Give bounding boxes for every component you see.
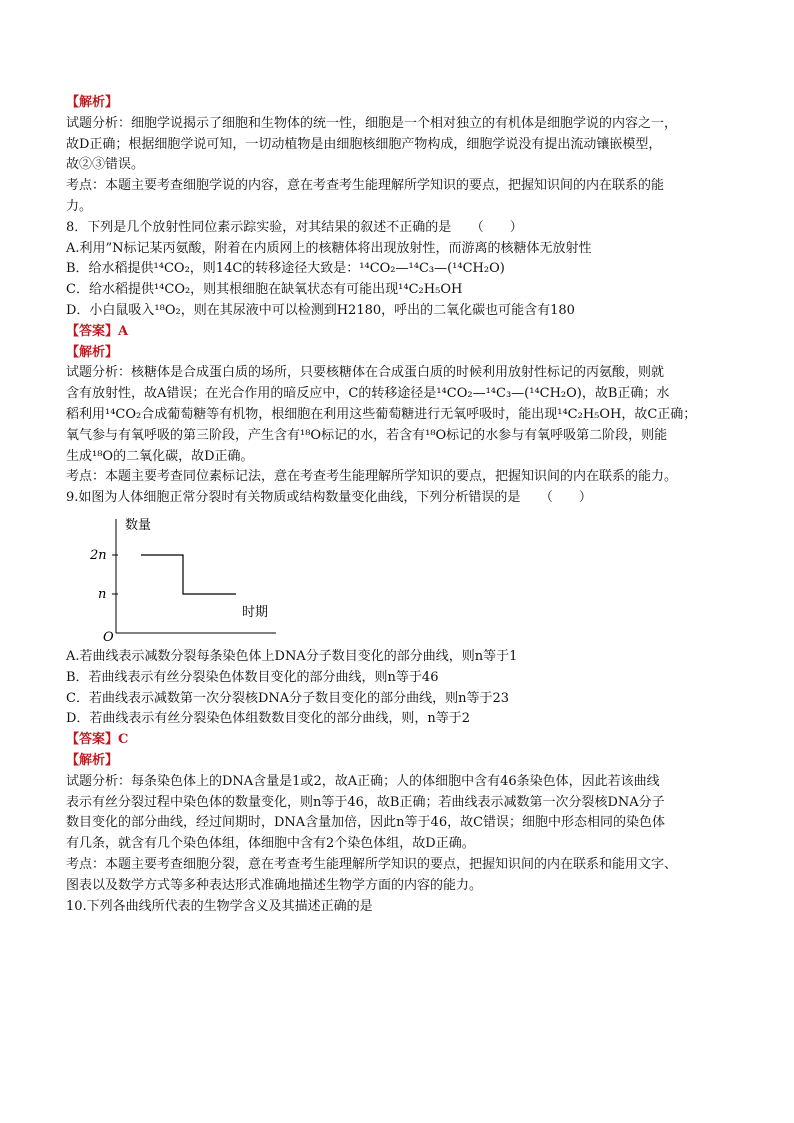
q8-option-d: D．小白鼠吸入¹⁸O₂，则在其尿液中可以检测到H2180，呼出的二氧化碳也可能含有180 xyxy=(66,302,575,318)
explanation-line: 生成¹⁸O的二氧化碳，故D正确。 xyxy=(66,448,254,464)
kaodian-line: 力。 xyxy=(66,198,93,214)
explanation-line: 试题分析：核糖体是合成蛋白质的场所，只要核糖体在合成蛋白质的时候利用放射性标记的丙氨酸，则就 xyxy=(66,365,665,381)
explanation-line: 氧气参与有氧呼吸的第三阶段，产生含有¹⁸O标记的水，若含有¹⁸O标记的水参与有氧呼吸第二阶段，则能 xyxy=(66,427,668,443)
origin-label: O xyxy=(103,629,114,645)
q8-option-a: A.利用”N标记某丙氨酸，附着在内质网上的核糖体将出现放射性，而游离的核糖体无放射性 xyxy=(66,240,592,256)
explanation-line: 有几条，就含有几个染色体组，体细胞中含有2个染色体组，故D正确。 xyxy=(66,836,475,852)
y-axis-label: 数量 xyxy=(125,517,152,533)
kaodian-line: 考点：本题主要考查同位素标记法，意在考查考生能理解所学知识的要点，把握知识间的内在联系的能力。 xyxy=(66,469,678,485)
quantity-period-figure xyxy=(66,513,734,647)
q8-option-c: C．给水稻提供¹⁴CO₂，则其根细胞在缺氧状态有可能出现¹⁴C₂H₅OH xyxy=(66,282,463,298)
question-10-stem: 10.下列各曲线所代表的生物学含义及其描述正确的是 xyxy=(66,898,373,914)
step-curve-figure xyxy=(90,513,296,645)
kaodian-line: 考点：本题主要考查细胞分裂，意在考查考生能理解所学知识的要点，把握知识间的内在联系和能用文字、 xyxy=(66,856,678,872)
q8-option-b: B．给水稻提供¹⁴CO₂，则14C的转移途径大致是：¹⁴CO₂—¹⁴C₃—(¹⁴CH₂O) xyxy=(66,261,505,277)
jiexi-heading: 【解析】 xyxy=(66,344,119,360)
q9-answer: 【答案】C xyxy=(66,732,129,748)
explanation-line: 试题分析：细胞学说揭示了细胞和生物体的统一性，细胞是一个相对独立的有机体是细胞学说的内容之一， xyxy=(66,115,678,131)
q9-option-c: C．若曲线表示减数第一次分裂核DNA分子数目变化的部分曲线，则n等于23 xyxy=(66,690,510,706)
explanation-line: 数目变化的部分曲线，经过间期时，DNA含量加倍，因此n等于46，故C错误；细胞中形态相同的染色体 xyxy=(66,815,666,831)
kaodian-line: 考点：本题主要考查细胞学说的内容，意在考查考生能理解所学知识的要点，把握知识间的内在联系的能 xyxy=(66,178,665,194)
jiexi-heading: 【解析】 xyxy=(66,95,119,110)
tick-label-n: n xyxy=(98,586,107,602)
explanation-line: 稻利用¹⁴CO₂合成葡萄糖等有机物，根细胞在利用这些葡萄糖进行无氧呼吸时，能出现¹⁴C₂H₅OH，故C正确； xyxy=(66,406,697,422)
tick-label-2n: 2n xyxy=(90,547,107,563)
question-8-stem: 8．下列是几个放射性同位素示踪实验，对其结果的叙述不正确的是 （ ） xyxy=(66,219,523,235)
q9-option-b: B．若曲线表示有丝分裂染色体数目变化的部分曲线，则n等于46 xyxy=(66,669,439,685)
q9-option-d: D．若曲线表示有丝分裂染色体组数数目变化的部分曲线，则，n等于2 xyxy=(66,711,471,727)
document-page xyxy=(66,93,734,917)
explanation-line: 表示有丝分裂过程中染色体的数量变化，则n等于46，故B正确；若曲线表示减数第一次分裂核DNA分子 xyxy=(66,794,665,810)
kaodian-line: 图表以及数学方式等多种表达形式准确地描述生物学方面的内容的能力。 xyxy=(66,877,483,893)
explanation-line: 故D正确；根据细胞学说可知，一切动植物是由细胞核细胞产物构成，细胞学说没有提出流动镶嵌模型， xyxy=(66,136,662,152)
jiexi-heading: 【解析】 xyxy=(66,752,119,768)
explanation-line: 故②③错误。 xyxy=(66,157,145,173)
x-axis-label: 时期 xyxy=(242,604,269,620)
explanation-line: 试题分析：每条染色体上的DNA含量是1或2，故A正确；人的体细胞中含有46条染色体，因此若该曲线 xyxy=(66,773,660,789)
q9-option-a: A.若曲线表示减数分裂每条染色体上DNA分子数目变化的部分曲线，则n等于1 xyxy=(66,648,518,664)
step-curve xyxy=(141,555,236,594)
q8-answer: 【答案】A xyxy=(66,323,129,339)
explanation-line: 含有放射性，故A错误；在光合作用的暗反应中，C的转移途径是¹⁴CO₂—¹⁴C₃—(¹⁴CH₂O)，故B正确；水 xyxy=(66,386,670,402)
question-9-stem: 9.如图为人体细胞正常分裂时有关物质或结构数量变化曲线，下列分析错误的是 （ ） xyxy=(66,490,592,506)
